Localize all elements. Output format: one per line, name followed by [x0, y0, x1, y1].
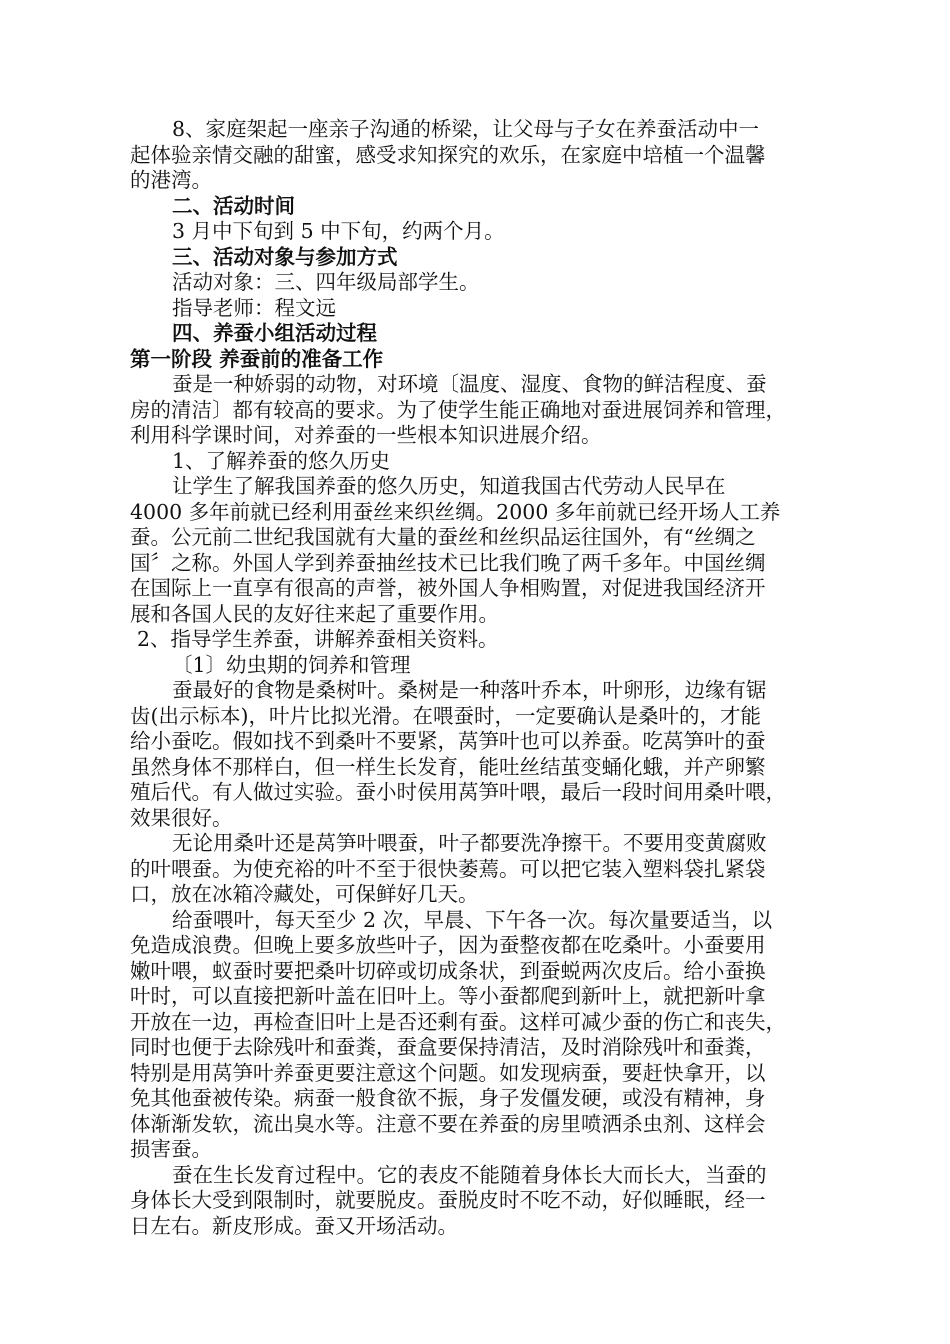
text-line: 体渐渐发软，流出臭水等。注意不要在养蚕的房里喷洒杀虫剂、这样会 [130, 1111, 766, 1136]
paragraph-molting [130, 1163, 825, 1240]
text-line: 给蚕喂叶，每天至少 2 次，早晨、下午各一次。每次量要适当，以 [172, 907, 773, 932]
text-line: 的港湾。 [130, 168, 212, 192]
text-line: 让学生了解我国养蚕的悠久历史，知道我国古代劳动人民早在 [172, 474, 726, 498]
text-line: 展和各国人民的友好往来起了重要作用。 [130, 601, 499, 626]
text-line: 4000 多年前就已经利用蚕丝来织丝绸。2000 多年前就已经开场人工养 [130, 499, 781, 524]
paragraph-leaf-washing [130, 831, 825, 908]
text-line: 起体验亲情交融的甜蜜，感受求知探究的欢乐，在家庭中培植一个温馨 [130, 142, 766, 167]
text-line: 房的清洁〕都有较高的要求。为了使学生能正确地对蚕进展饲养和管理， [130, 397, 786, 422]
paragraph-silkworm-intro [130, 372, 825, 449]
item-heading-history: 1、了解养蚕的悠久历史 [172, 448, 391, 473]
stage-heading-preparation: 第一阶段 养蚕前的准备工作 [130, 346, 384, 371]
text-line: 叶时，可以直接把新叶盖在旧叶上。等小蚕都爬到新叶上，就把新叶拿 [130, 984, 766, 1008]
text-line: 齿(出示标本)，叶片比拟光滑。在喂蚕时，一定要确认是桑叶的，才能 [130, 703, 761, 728]
text-line: 蚕。公元前二世纪我国就有大量的蚕丝和丝织品运往国外，有“丝绸之 [130, 525, 756, 549]
text-line: 效果很好。 [130, 805, 233, 830]
activity-target-text: 活动对象：三、四年级局部学生。 [172, 270, 480, 294]
text-line: 口，放在冰箱冷藏处，可保鲜好几天。 [130, 882, 479, 906]
text-line: 殖后代。有人做过实验。蚕小时侯用莴笋叶喂，最后一段时间用桑叶喂， [130, 780, 786, 804]
item-heading-guidance: 2、指导学生养蚕，讲解养蚕相关资料。 [137, 627, 499, 651]
text-line: 免造成浪费。但晚上要多放些叶子，因为蚕整夜都在吃桑叶。小蚕要用 [130, 933, 766, 957]
text-line: 同时也便于去除残叶和蚕粪，蚕盒要保持清洁，及时消除残叶和蚕粪， [130, 1035, 766, 1059]
document-page [130, 117, 825, 1239]
text-line: 损害蚕。 [130, 1137, 212, 1161]
text-line: 开放在一边，再检查旧叶上是否还剩有蚕。这样可减少蚕的伤亡和丧失， [130, 1009, 786, 1034]
text-line: 利用科学课时间，对养蚕的一些根本知识进展介绍。 [130, 423, 602, 447]
activity-time-text: 3 月中下旬到 5 中下旬，约两个月。 [172, 219, 505, 243]
text-line: 无论用桑叶还是莴笋叶喂蚕，叶子都要洗净擦干。不要用变黄腐败 [172, 831, 767, 855]
text-line: 特别是用莴笋叶养蚕更要注意这个问题。如发现病蚕，要赶快拿开，以 [130, 1060, 766, 1085]
paragraph-feeding [130, 908, 825, 1163]
text-line: 的叶喂蚕。为使充裕的叶不至于很快萎蔫。可以把它装入塑料袋扎紧袋 [130, 856, 766, 881]
section-heading-process: 四、养蚕小组活动过程 [172, 321, 377, 345]
paragraph-family-bridge [130, 117, 825, 194]
paragraph-food [130, 678, 825, 831]
section-heading-participants: 三、活动对象与参加方式 [172, 244, 398, 269]
text-line: 免其他蚕被传染。病蚕一般食欲不振，身子发僵发硬，或没有精神，身 [130, 1086, 766, 1110]
paragraph-history [130, 474, 825, 627]
text-line: 蚕在生长发育过程中。它的表皮不能随着身体长大而长大，当蚕的 [172, 1162, 767, 1187]
text-line: 蚕是一种娇弱的动物，对环境〔温度、湿度、食物的鲜洁程度、蚕 [172, 372, 767, 396]
text-line: 虽然身体不那样白，但一样生长发育，能吐丝结茧变蛹化蛾，并产卵繁 [130, 754, 766, 779]
text-line: 嫩叶喂，蚁蚕时要把桑叶切碎或切成条状，到蚕蜕两次皮后。给小蚕换 [130, 958, 766, 983]
text-line: 日左右。新皮形成。蚕又开场活动。 [130, 1213, 458, 1238]
section-heading-activity-time: 二、活动时间 [172, 193, 295, 218]
subheading-larva-care: 〔1〕幼虫期的饲养和管理 [172, 652, 411, 677]
teacher-text: 指导老师：程文远 [172, 295, 336, 320]
text-line: 身体长大受到限制时，就要脱皮。蚕脱皮时不吃不动，好似睡眠，经一 [130, 1188, 766, 1212]
text-line: 国〞之称。外国人学到养蚕抽丝技术已比我们晚了两千多年。中国丝绸 [130, 550, 766, 575]
text-line: 给小蚕吃。假如找不到桑叶不要紧，莴笋叶也可以养蚕。吃莴笋叶的蚕 [130, 729, 766, 753]
text-line: 在国际上一直享有很高的声誉，被外国人争相购置，对促进我国经济开 [130, 576, 766, 600]
text-line: 蚕最好的食物是桑树叶。桑树是一种落叶乔本，叶卵形，边缘有锯 [172, 678, 767, 702]
text-line: 8、家庭架起一座亲子沟通的桥梁，让父母与子女在养蚕活动中一 [172, 117, 760, 141]
